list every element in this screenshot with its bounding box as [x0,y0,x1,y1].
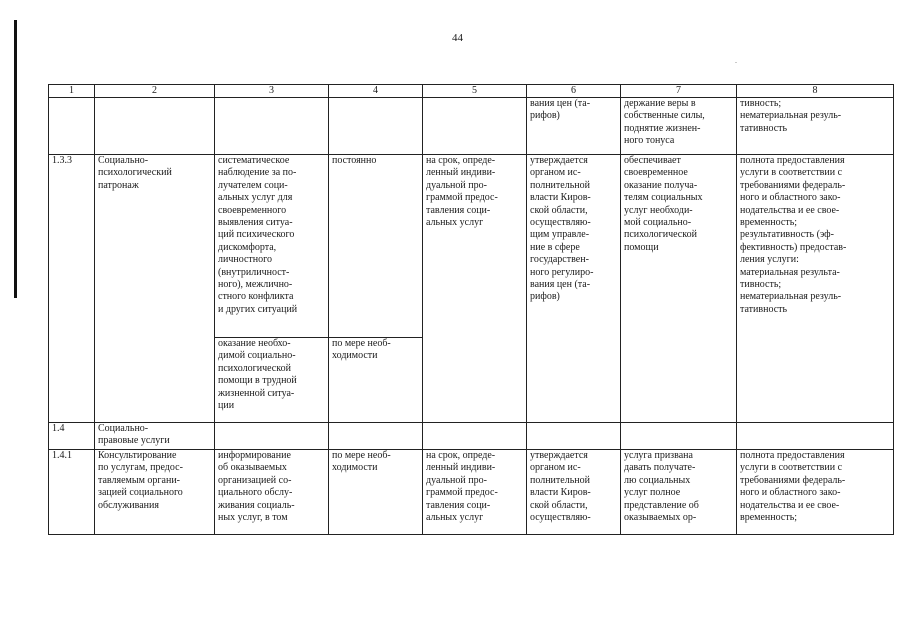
table-row-1-4 [49,423,894,450]
cont-tariff: вания цен (та- рифов) [527,98,621,155]
service-period: по мере необ- ходимости [329,338,423,423]
table-row-1-4-1 [49,450,894,535]
row-number: 1.4.1 [49,450,95,535]
header-cell-8: 8 [737,85,894,98]
header-cell-6: 6 [527,85,621,98]
service-result: обеспечивает своевременное оказание получа- телям социальных услуг необходи- мой социально- психологической помощи [621,155,737,423]
service-term: на срок, опреде- ленный индиви- дуальной про- граммой предос- тавления соци- альных услуг [423,155,527,423]
service-tariff: утверждается органом ис- полнительной власти Киров- ской области, осуществляю- щим управле- ние в сфере государствен- ного регулиро- вания цен (та- рифов) [527,155,621,423]
header-cell-1: 1 [49,85,95,98]
header-cell-2: 2 [95,85,215,98]
service-name: Социально- психологический патронаж [95,155,215,423]
service-term: на срок, опреде- ленный индиви- дуальной про- граммой предос- тавления соци- альных услуг [423,450,527,535]
page-mark: . [735,56,737,65]
services-table [48,84,894,535]
header-cell-4: 4 [329,85,423,98]
table-row-1-3-3 [49,155,894,338]
service-period: по мере необ- ходимости [329,450,423,535]
service-period: постоянно [329,155,423,338]
header-cell-5: 5 [423,85,527,98]
header-cell-3: 3 [215,85,329,98]
service-indicators: полнота предоставления услуги в соответствии с требованиями федераль- ного и областного зако- нодательства и ее свое- временность; результативность (эф- фективность) предостав- ления услуги: материальная результа- тивность; нематериальная резуль- тативность [737,155,894,423]
row-number: 1.3.3 [49,155,95,423]
service-group-name: Социально- правовые услуги [95,423,215,450]
cont-cell-4 [329,98,423,155]
service-tariff: утверждается органом ис- полнительной власти Киров- ской области, осуществляю- [527,450,621,535]
service-indicators: полнота предоставления услуги в соответствии с требованиями федераль- ного и областного зако- нодательства и ее свое- временность; [737,450,894,535]
empty-cell [621,423,737,450]
page-number: 44 [452,32,463,44]
continuation-row [49,98,894,155]
cont-cell-2 [95,98,215,155]
cont-cell-1 [49,98,95,155]
service-result: услуга призвана давать получате- лю социальных услуг полное представление об оказываемых ор- [621,450,737,535]
empty-cell [423,423,527,450]
left-margin-line [14,20,17,298]
service-content: информирование об оказываемых организацией со- циального обслу- живания социаль- ных услуг, в том [215,450,329,535]
service-content: систематическое наблюдение за по- лучателем соци- альных услуг для своевременного выявления ситуа- ций психического дискомфорта, личностного (внутриличност- ного), межлично- стного конфликта и других ситуаций [215,155,329,338]
empty-cell [527,423,621,450]
empty-cell [329,423,423,450]
service-name: Консультирование по услугам, предос- тавляемым органи- зацией социального обслуживания [95,450,215,535]
header-cell-7: 7 [621,85,737,98]
cont-indicators: тивность; нематериальная резуль- тативность [737,98,894,155]
service-content: оказание необхо- димой социально- психологической помощи в трудной жизненной ситуа- ции [215,338,329,423]
cont-result: держание веры в собственные силы, поднятие жизнен- ного тонуса [621,98,737,155]
cont-cell-3 [215,98,329,155]
row-number: 1.4 [49,423,95,450]
cont-cell-5 [423,98,527,155]
header-row [49,85,894,98]
empty-cell [737,423,894,450]
empty-cell [215,423,329,450]
